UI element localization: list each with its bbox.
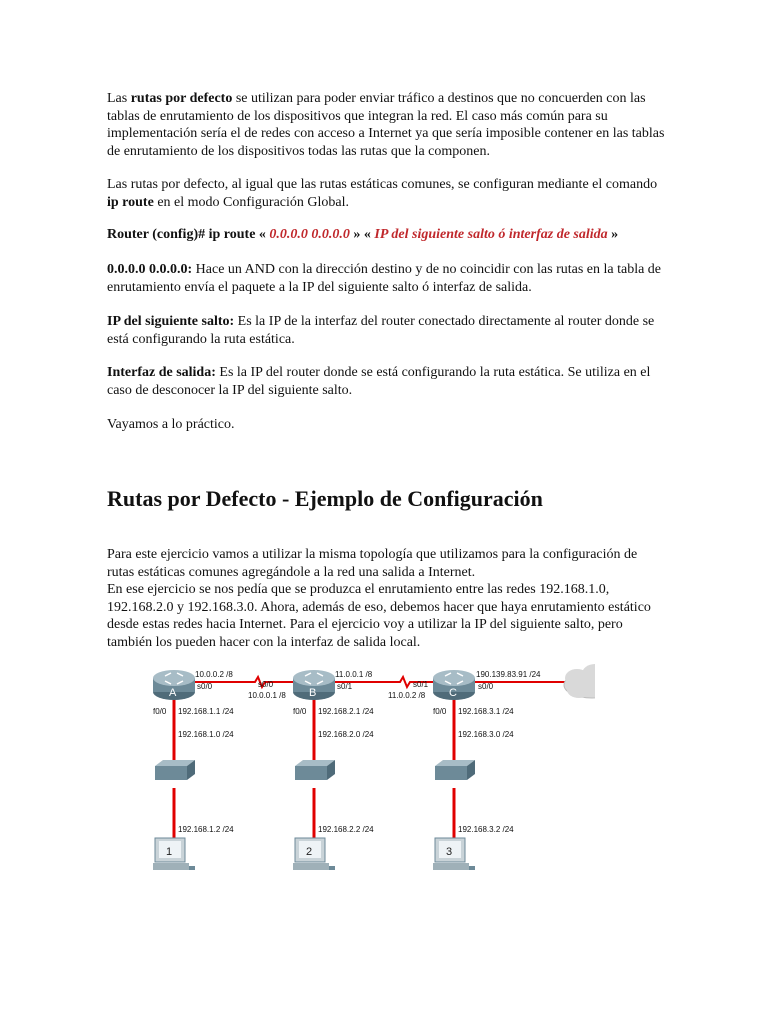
command-separator: » « bbox=[349, 227, 375, 242]
pc-1-ip: 192.168.1.2 /24 bbox=[178, 825, 234, 834]
switch-3-icon bbox=[435, 760, 475, 780]
text-run: en el modo Configuración Global. bbox=[153, 194, 349, 210]
network-1-label: 192.168.1.0 /24 bbox=[178, 730, 234, 739]
command-address: 0.0.0.0 0.0.0.0 bbox=[269, 227, 350, 242]
paragraph-exit-interface bbox=[107, 364, 667, 399]
router-a-lan-if: f0/0 bbox=[153, 707, 167, 716]
bold-term: Interfaz de salida: bbox=[107, 365, 216, 380]
text-run: Las bbox=[107, 91, 131, 106]
router-c-serial-if: s0/1 bbox=[413, 680, 429, 689]
paragraph-practice: Vayamos a lo práctico. bbox=[107, 417, 235, 432]
switch-1-icon bbox=[155, 760, 195, 780]
router-b-wan-ip: 11.0.0.1 /8 bbox=[335, 670, 373, 679]
router-b-serial-if: s0/0 bbox=[258, 680, 274, 689]
text-run: Es la IP de la interfaz del router conectado directamente al router donde se está configurando la ruta estática. bbox=[107, 314, 655, 347]
pc-2-label: 2 bbox=[306, 846, 313, 858]
router-c-wan-if: s0/0 bbox=[478, 682, 494, 691]
internet-cloud-icon bbox=[564, 664, 595, 698]
topology-svg bbox=[145, 660, 595, 875]
command-syntax bbox=[107, 226, 687, 244]
router-a-letter: A bbox=[169, 687, 177, 699]
paragraph-exercise-detail: En ese ejercicio se nos pedía que se produzca el enrutamiento entre las redes 192.168.1.0, 192.168.2.0 y 192.168.3.0. Ahora, además de eso, debemos hacer que haya enrutamiento estático desde estas redes hacia Internet. Para el ejercicio voy a utilizar la IP del siguiente salto, pero también los pueden hacer con la interfaz de salida local. bbox=[107, 582, 651, 650]
router-b-letter: B bbox=[309, 687, 317, 699]
text-run: Hace un AND con la dirección destino y de no coincidir con las rutas en la tabla de enrutamiento envía el paquete a la IP del siguiente salto ó interfaz de salida. bbox=[107, 262, 662, 295]
pc-2-ip: 192.168.2.2 /24 bbox=[318, 825, 374, 834]
bold-term: rutas por defecto bbox=[130, 91, 233, 106]
router-b-wan-if: s0/1 bbox=[337, 682, 353, 691]
router-c-lan-if: f0/0 bbox=[433, 707, 447, 716]
pc-3-label: 3 bbox=[446, 846, 453, 858]
pc-1-icon bbox=[153, 838, 195, 870]
network-topology-diagram bbox=[145, 660, 595, 875]
router-b-lan-ip: 192.168.2.1 /24 bbox=[318, 707, 374, 716]
router-a-wan-ip: 10.0.0.2 /8 bbox=[195, 670, 233, 679]
router-c-letter: C bbox=[449, 687, 457, 699]
router-c-wan-ip: 190.139.83.91 /24 bbox=[476, 670, 541, 679]
network-2-label: 192.168.2.0 /24 bbox=[318, 730, 374, 739]
pc-2-icon bbox=[293, 838, 335, 870]
text-run: Es la IP del router donde se está configurando la ruta estática. Se utiliza en el caso de desconocer la IP del siguiente salto. bbox=[107, 365, 651, 398]
paragraph-default-address bbox=[107, 261, 667, 296]
command-next-hop: IP del siguiente salto ó interfaz de salida bbox=[374, 227, 608, 242]
command-prefix: Router (config)# ip route « bbox=[107, 227, 270, 242]
router-a-lan-ip: 192.168.1.1 /24 bbox=[178, 707, 234, 716]
text-run: Las rutas por defecto, al igual que las rutas estáticas comunes, se configuran mediante el comando bbox=[107, 177, 658, 192]
paragraph-next-hop bbox=[107, 313, 667, 348]
router-c-lan-ip: 192.168.3.1 /24 bbox=[458, 707, 514, 716]
router-b-lan-if: f0/0 bbox=[293, 707, 307, 716]
pc-3-icon bbox=[433, 838, 475, 870]
pc-1-label: 1 bbox=[166, 846, 173, 858]
text-run: se utilizan para poder enviar tráfico a destinos que no concuerden con las tablas de enrutamiento de los dispositivos que integran la red. El caso más común para su implementación sería el de redes con acceso a Internet ya que sería imposible contener en las tablas de enrutamiento de los dispositivos todas las rutas que la componen. bbox=[107, 91, 665, 159]
pc-3-ip: 192.168.3.2 /24 bbox=[458, 825, 514, 834]
bold-term: 0.0.0.0 0.0.0.0: bbox=[107, 262, 193, 277]
paragraph-exercise: Para este ejercicio vamos a utilizar la misma topología que utilizamos para la configuración de rutas estáticas comunes agregándole a la red una salida a Internet. bbox=[107, 547, 638, 580]
command-end: » bbox=[607, 227, 619, 242]
bold-term: IP del siguiente salto: bbox=[107, 314, 235, 329]
network-3-label: 192.168.3.0 /24 bbox=[458, 730, 514, 739]
router-a-wan-if: s0/0 bbox=[197, 682, 213, 691]
paragraph-command-intro bbox=[107, 176, 667, 211]
switch-2-icon bbox=[295, 760, 335, 780]
router-b-serial-ip: 10.0.0.1 /8 bbox=[248, 691, 286, 700]
paragraph-intro bbox=[107, 90, 667, 160]
bold-term: ip route bbox=[107, 194, 154, 210]
section-heading: Rutas por Defecto - Ejemplo de Configuración bbox=[107, 486, 543, 511]
router-c-serial-ip: 11.0.0.2 /8 bbox=[388, 691, 426, 700]
